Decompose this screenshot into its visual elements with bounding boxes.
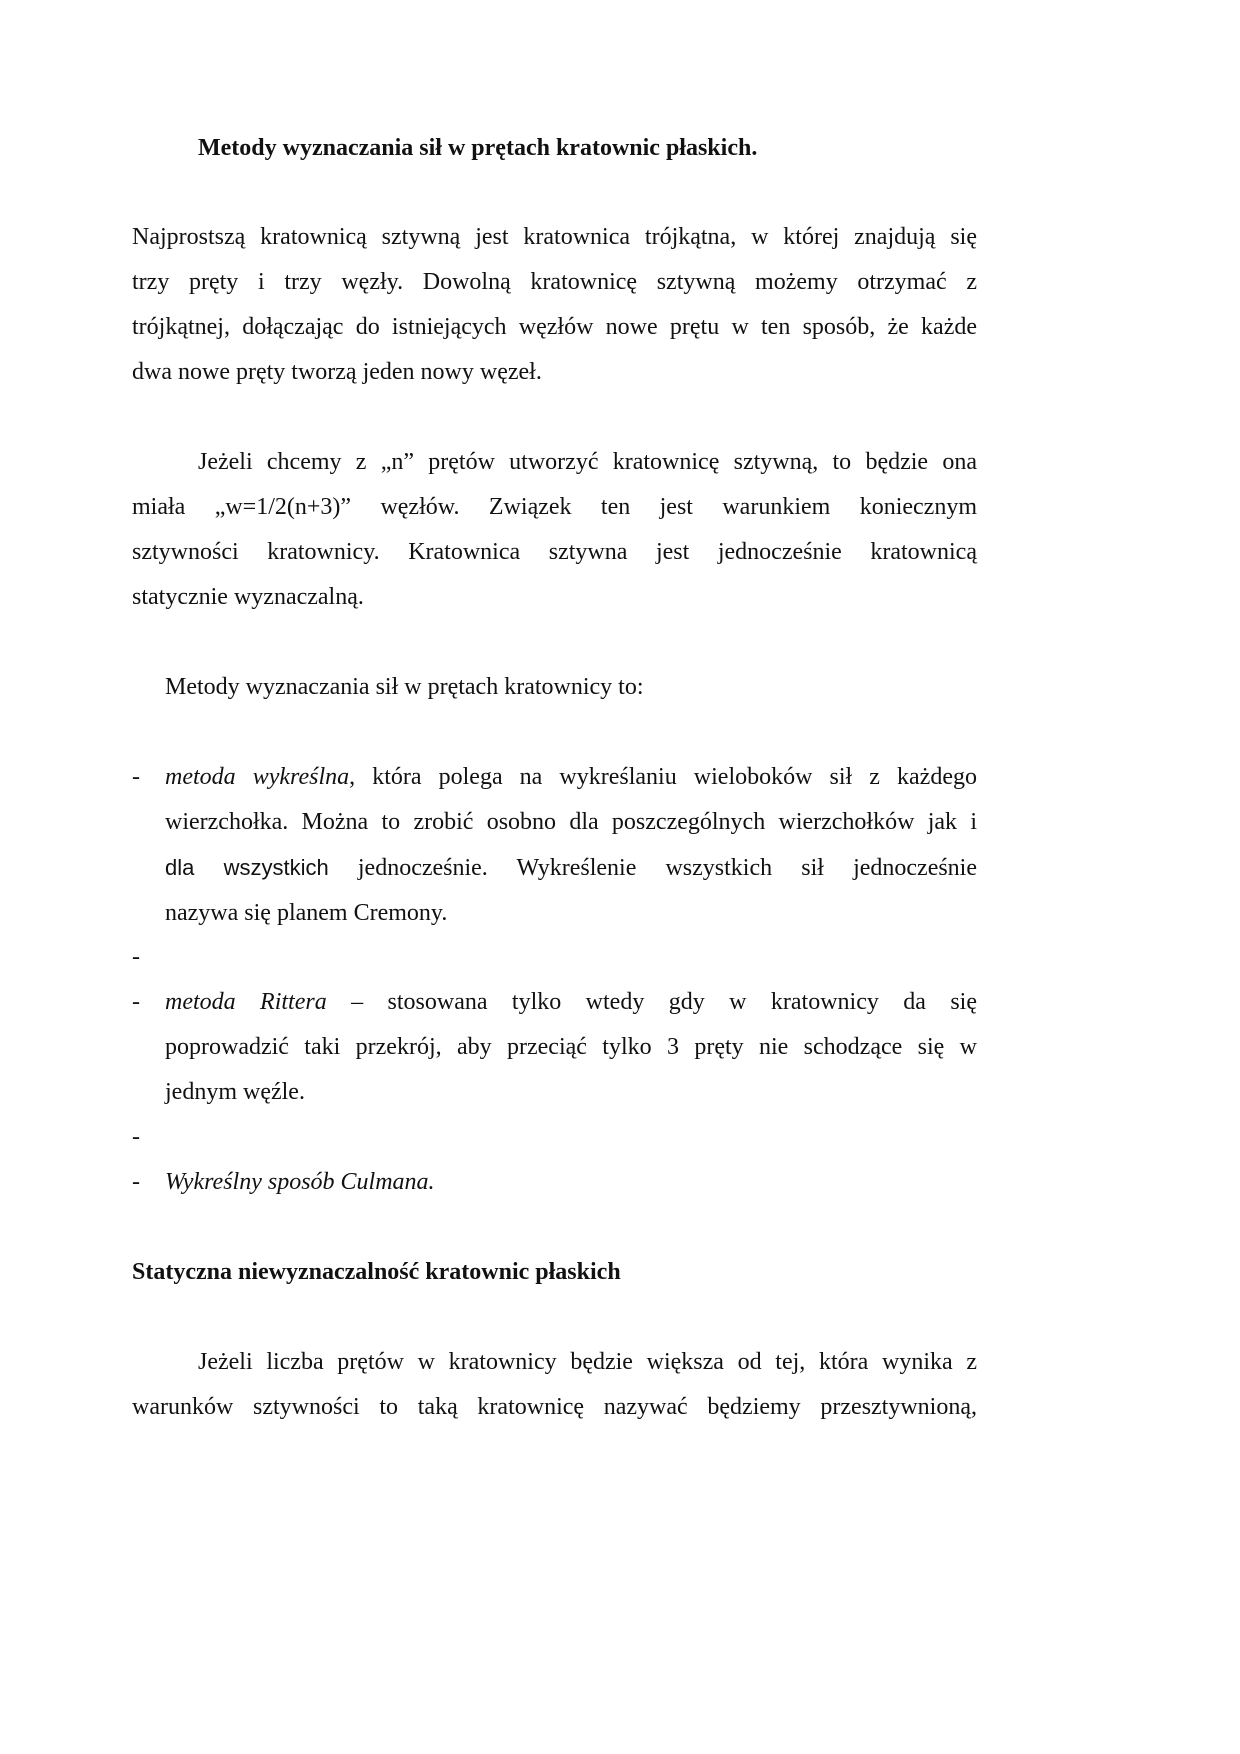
paragraph-line: sztywności kratownicy. Kratownica sztywna jest jednocześnie kratownicą xyxy=(132,539,977,565)
paragraph-rigidity-condition xyxy=(132,440,977,620)
list-item-line xyxy=(165,845,977,891)
list-item-line xyxy=(165,755,977,800)
paragraph-line: miała „w=1/2(n+3)” węzłów. Związek ten jest warunkiem koniecznym xyxy=(132,494,977,520)
method-term: metoda Rittera xyxy=(165,989,327,1015)
list-item-line: wierzchołka. Można to zrobić osobno dla poszczególnych wierzchołków jak i xyxy=(165,809,977,835)
method-term: metoda wykreślna xyxy=(165,764,350,790)
section-heading: Statyczna niewyznaczalność kratownic płaskich xyxy=(132,1259,621,1285)
paragraph-over-rigid xyxy=(132,1340,977,1430)
paragraph-line: Jeżeli chcemy z „n” prętów utworzyć kratownicę sztywną, to będzie ona xyxy=(198,449,977,475)
list-item-line: nazywa się planem Cremony. xyxy=(165,900,448,926)
list-item-line: jednym węźle. xyxy=(165,1079,305,1105)
bullet-dash: - xyxy=(132,989,140,1015)
bullet-dash: - xyxy=(132,1124,140,1150)
list-item-culmann-method: Wykreślny sposób Culmana. xyxy=(165,1169,435,1195)
method-text: – stosowana tylko wtedy gdy w kratownicy da się xyxy=(326,989,977,1015)
methods-intro: Metody wyznaczania sił w prętach kratownicy to: xyxy=(165,674,644,700)
list-item-line xyxy=(165,980,977,1025)
method-text: , która polega na wykreślaniu wieloboków sił z każdego xyxy=(349,764,977,790)
sans-phrase: dla wszystkich xyxy=(165,855,329,880)
paragraph-simplest-truss xyxy=(132,215,977,395)
list-item-ritter-method xyxy=(165,980,977,1115)
method-text: jednocześnie. Wykreślenie wszystkich sił jednocześnie xyxy=(328,855,978,881)
bullet-dash: - xyxy=(132,944,140,970)
document-title: Metody wyznaczania sił w prętach kratownic płaskich. xyxy=(198,135,758,161)
bullet-dash: - xyxy=(132,764,140,790)
paragraph-line: warunków sztywności to taką kratownicę nazywać będziemy przesztywnioną, xyxy=(132,1394,977,1420)
paragraph-line: trzy pręty i trzy węzły. Dowolną kratownicę sztywną możemy otrzymać z xyxy=(132,269,977,295)
paragraph-line: Jeżeli liczba prętów w kratownicy będzie większa od tej, która wynika z xyxy=(198,1349,977,1375)
list-item-graphic-method xyxy=(165,755,977,936)
paragraph-line: trójkątnej, dołączając do istniejących węzłów nowe prętu w ten sposób, że każde xyxy=(132,314,977,340)
paragraph-line: statycznie wyznaczalną. xyxy=(132,584,364,610)
paragraph-line: dwa nowe pręty tworzą jeden nowy węzeł. xyxy=(132,359,542,385)
bullet-dash: - xyxy=(132,1169,140,1195)
list-item-line: poprowadzić taki przekrój, aby przeciąć tylko 3 pręty nie schodzące się w xyxy=(165,1034,977,1060)
paragraph-line: Najprostszą kratownicą sztywną jest kratownica trójkątna, w której znajdują się xyxy=(132,224,977,250)
